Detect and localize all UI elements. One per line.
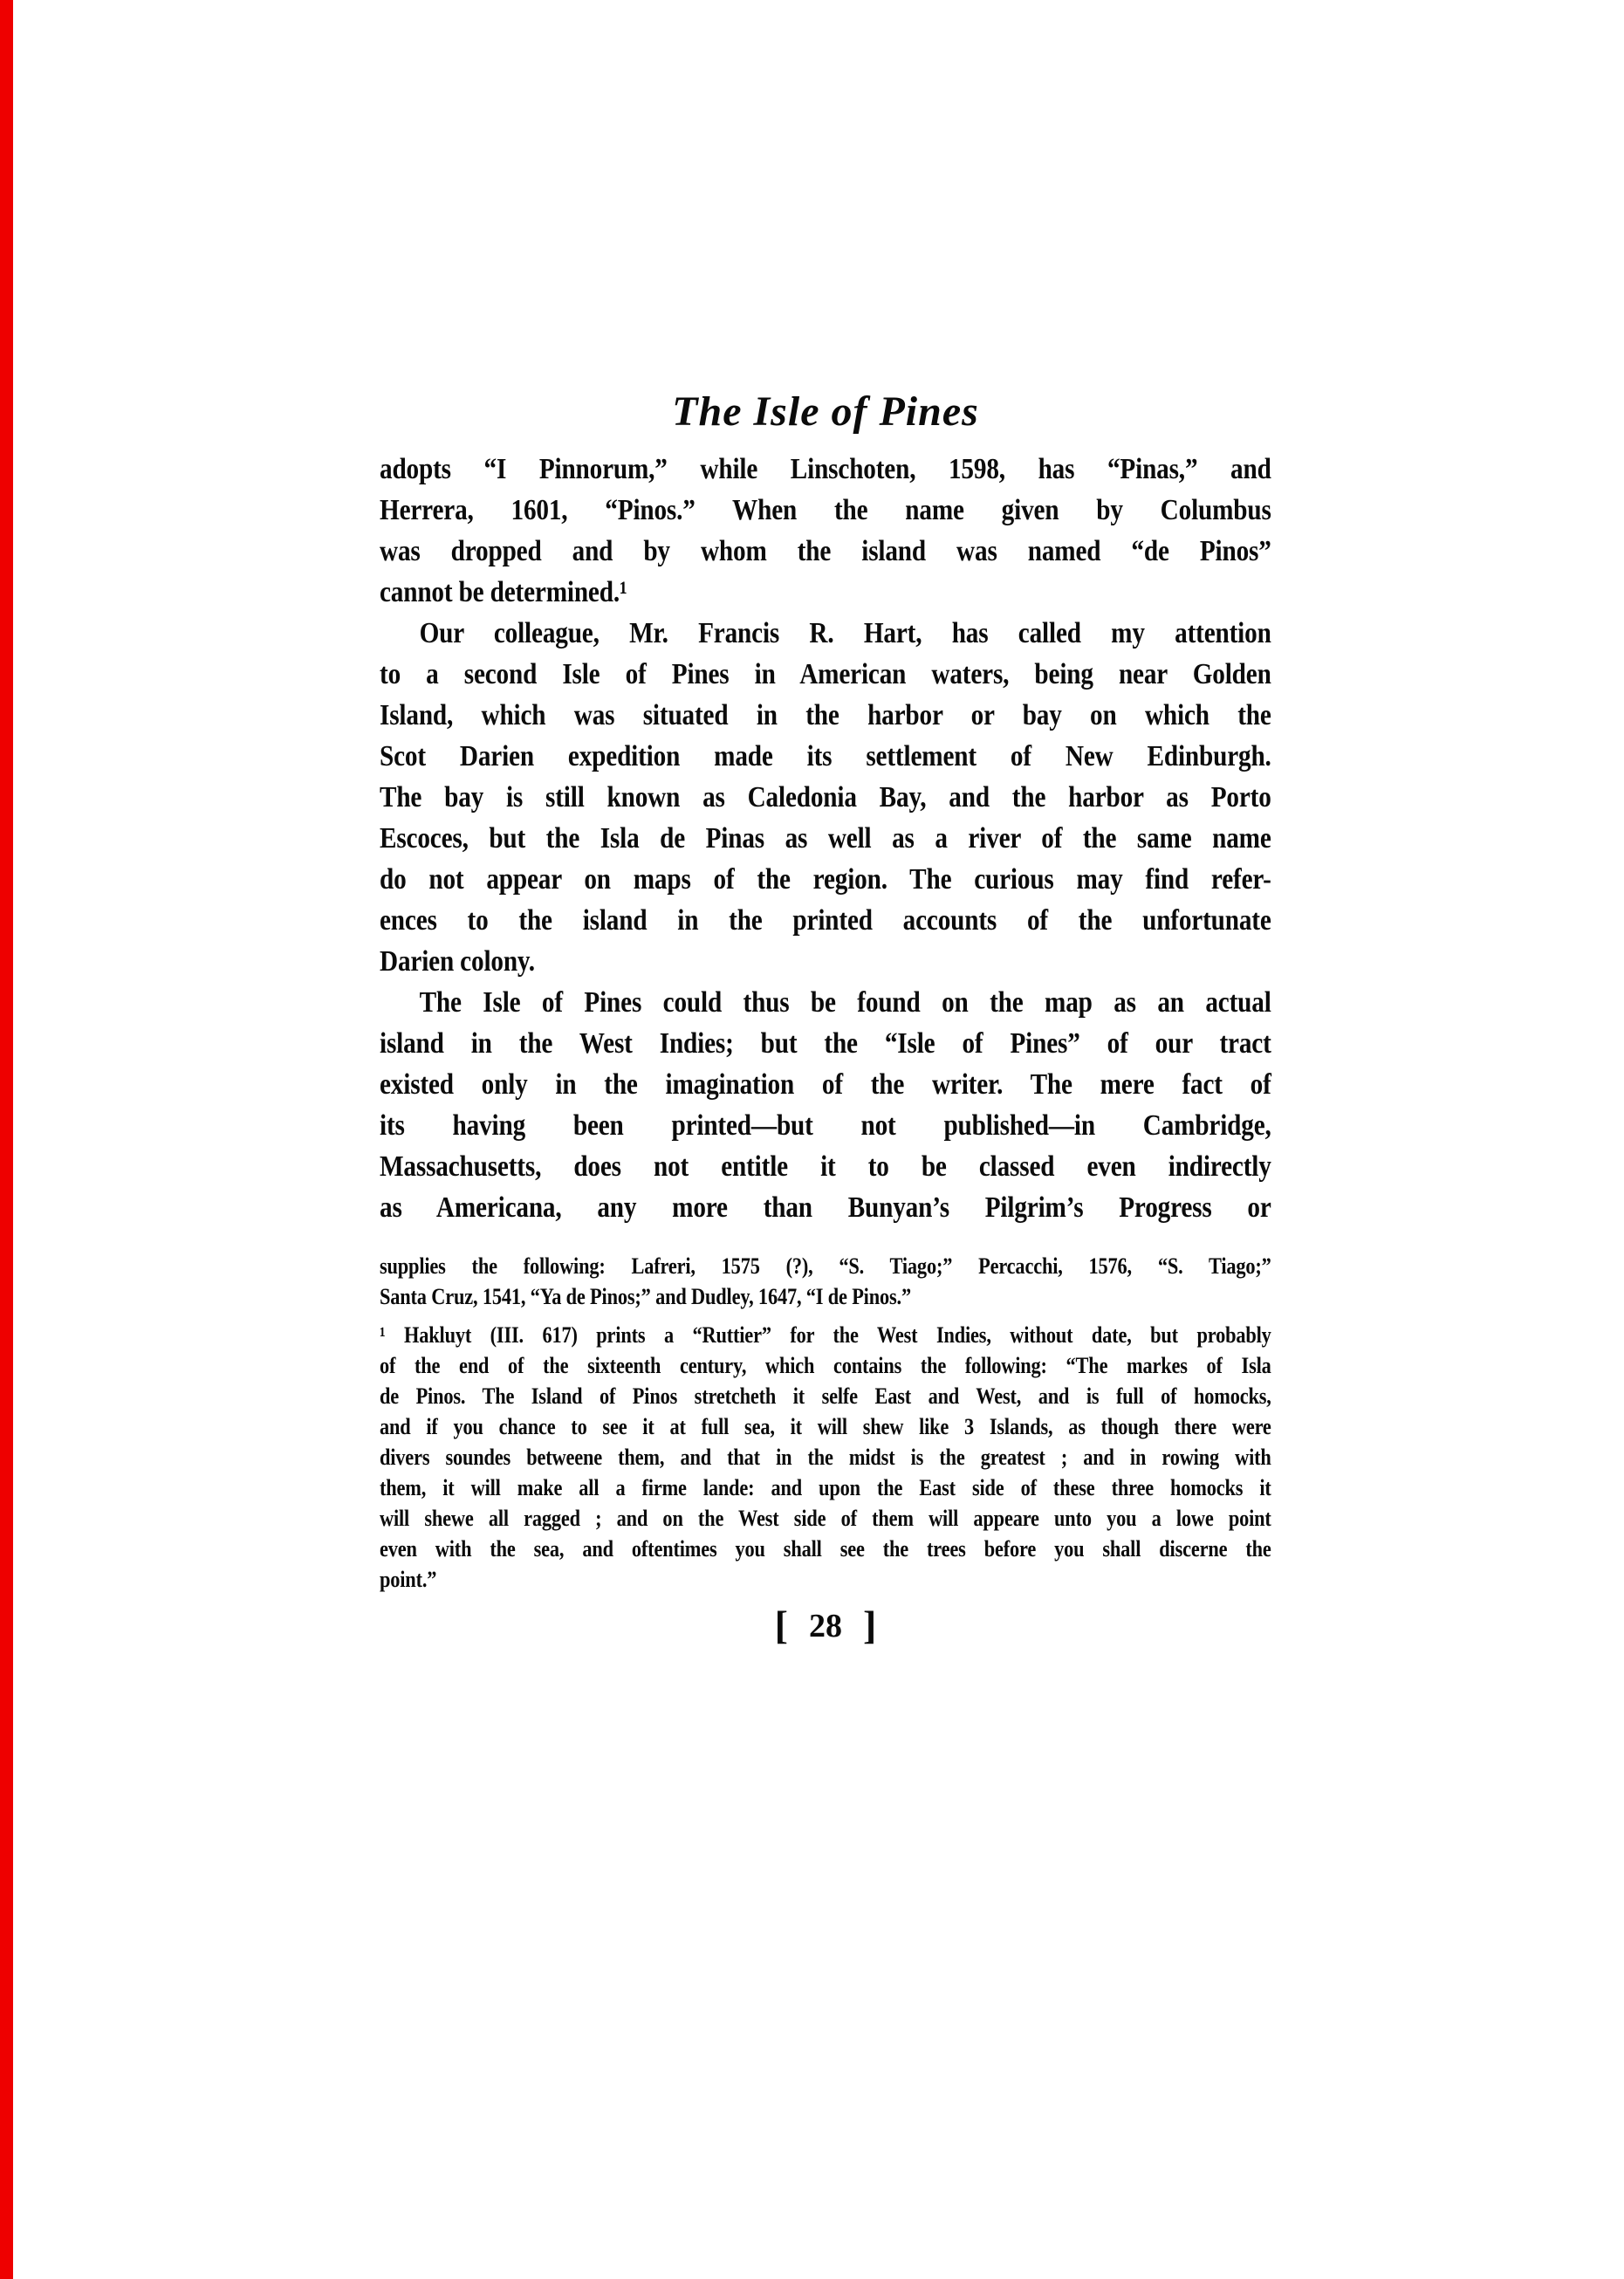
page-number: [380, 1603, 1271, 1646]
text-line: The bay is still known as Caledonia Bay, and the harbor as Porto: [380, 781, 1271, 813]
scan-edge-strip: [0, 0, 13, 2279]
footnote-line: of the end of the sixteenth century, which contains the following: “The markes of Isla: [380, 1353, 1271, 1378]
footnote-line: supplies the following: Lafreri, 1575 (?), “S. Tiago;” Percacchi, 1576, “S. Tiago;”: [380, 1253, 1271, 1279]
footnote-line: even with the sea, and oftentimes you shall see the trees before you shall discerne the: [380, 1536, 1271, 1562]
footnote-continuation: [380, 1251, 1271, 1312]
text-line: Massachusetts, does not entitle it to be classed even indirectly: [380, 1150, 1271, 1183]
footnote-line: de Pinos. The Island of Pinos stretcheth it selfe East and West, and is full of homocks,: [380, 1383, 1271, 1409]
page-number-bracket-left: [: [774, 1603, 788, 1647]
footnote-line: point.”: [380, 1567, 437, 1592]
footnote-line: and if you chance to see it at full sea, it will shew like 3 Islands, as though there were: [380, 1414, 1271, 1439]
text-line: cannot be determined.¹: [380, 576, 627, 608]
text-line: Darien colony.: [380, 945, 535, 978]
text-line: to a second Isle of Pines in American waters, being near Golden: [380, 658, 1271, 690]
footnote-line: ¹ Hakluyt (III. 617) prints a “Ruttier” for the West Indies, without date, but probably: [380, 1322, 1271, 1348]
text-line: as Americana, any more than Bunyan’s Pilgrim’s Progress or: [380, 1191, 1271, 1224]
footnote-line: Santa Cruz, 1541, “Ya de Pinos;” and Dudley, 1647, “I de Pinos.”: [380, 1284, 911, 1309]
footnote-line: will shewe all ragged ; and on the West side of them will appeare unto you a lowe point: [380, 1506, 1271, 1531]
text-line: Our colleague, Mr. Francis R. Hart, has called my attention: [419, 617, 1271, 649]
page-title: The Isle of Pines: [672, 388, 979, 435]
text-line: The Isle of Pines could thus be found on the map as an actual: [419, 986, 1271, 1019]
text-line: do not appear on maps of the region. The curious may find refer-: [380, 863, 1271, 896]
text-line: Escoces, but the Isla de Pinas as well as a river of the same name: [380, 822, 1271, 855]
text-line: was dropped and by whom the island was named “de Pinos”: [380, 535, 1271, 567]
text-line: its having been printed—but not published—in Cambridge,: [380, 1109, 1271, 1142]
footnote-line: divers soundes betweene them, and that in the midst is the greatest ; and in rowing with: [380, 1445, 1271, 1470]
footnotes-block: [380, 1251, 1271, 1595]
footnote-line: them, it will make all a firme lande: and upon the East side of these three homocks it: [380, 1475, 1271, 1500]
text-line: Island, which was situated in the harbor or bay on which the: [380, 699, 1271, 731]
body-paragraph-1: [380, 449, 1271, 613]
text-line: adopts “I Pinnorum,” while Linschoten, 1598, has “Pinas,” and: [380, 453, 1271, 485]
body-paragraph-2: [380, 613, 1271, 982]
text-line: Herrera, 1601, “Pinos.” When the name given by Columbus: [380, 494, 1271, 526]
page-number-bracket-right: ]: [863, 1603, 877, 1647]
body-paragraph-3: [380, 982, 1271, 1228]
text-line: existed only in the imagination of the writer. The mere fact of: [380, 1068, 1271, 1101]
page-number-value: 28: [809, 1608, 842, 1644]
footnote-1: [380, 1320, 1271, 1595]
text-line: island in the West Indies; but the “Isle of Pines” of our tract: [380, 1027, 1271, 1060]
text-line: ences to the island in the printed accounts of the unfortunate: [380, 904, 1271, 937]
text-column: [380, 389, 1271, 1646]
text-line: Scot Darien expedition made its settlement of New Edinburgh.: [380, 740, 1271, 772]
